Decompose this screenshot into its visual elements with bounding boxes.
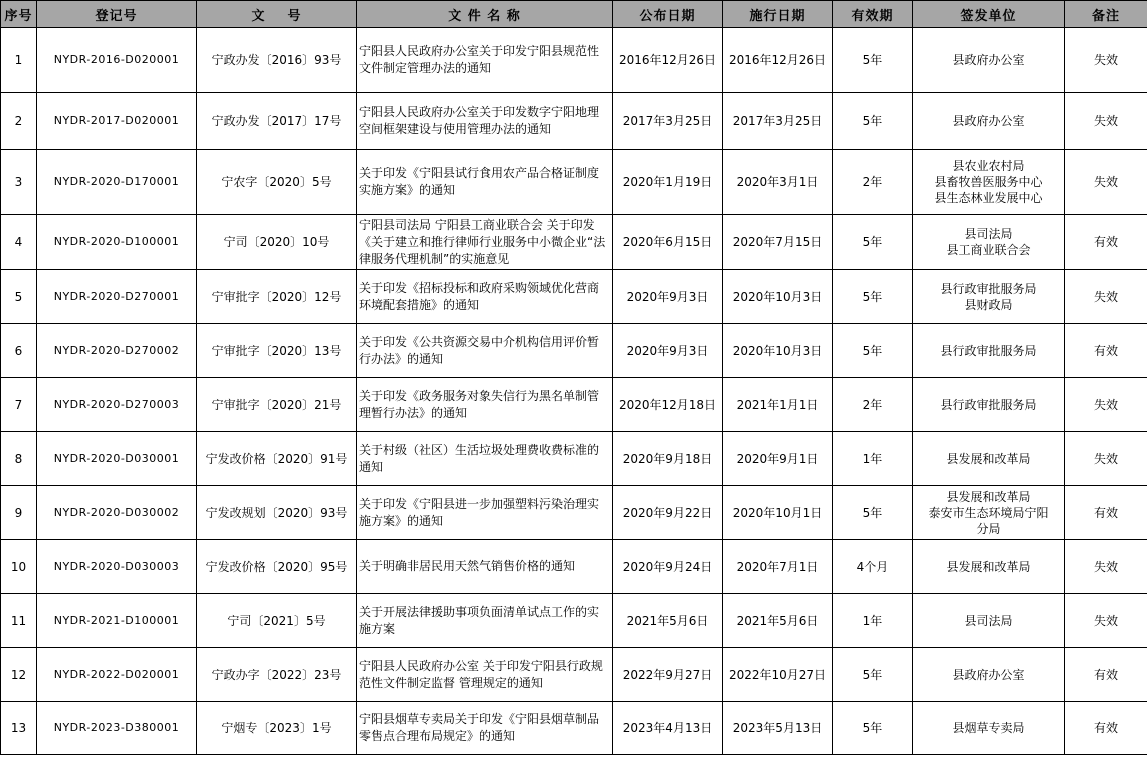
cell-eff: 2020年10月3日 — [723, 324, 833, 378]
cell-issuer — [913, 215, 1065, 270]
cell-seq: 6 — [1, 324, 37, 378]
cell-pub: 2020年9月18日 — [613, 432, 723, 486]
cell-pub: 2017年3月25日 — [613, 93, 723, 150]
header-seq: 序号 — [1, 1, 37, 28]
cell-note: 有效 — [1065, 648, 1147, 702]
issuer-line: 县行政审批服务局 — [940, 343, 1037, 358]
cell-pub: 2020年1月19日 — [613, 150, 723, 215]
cell-seq: 11 — [1, 594, 37, 648]
cell-docno: 宁司〔2020〕10号 — [197, 215, 357, 270]
issuer-line: 县行政审批服务局 — [940, 281, 1037, 296]
issuer-line: 县畜牧兽医服务中心 — [934, 175, 1043, 189]
cell-eff: 2021年1月1日 — [723, 378, 833, 432]
cell-reg: NYDR-2016-D020001 — [37, 28, 197, 93]
header-eff: 施行日期 — [723, 1, 833, 28]
table-row — [1, 324, 1147, 378]
cell-reg: NYDR-2020-D100001 — [37, 215, 197, 270]
cell-seq: 1 — [1, 28, 37, 93]
issuer-line: 县财政局 — [964, 297, 1013, 312]
cell-note: 失效 — [1065, 150, 1147, 215]
issuer-line: 县政府办公室 — [952, 53, 1025, 67]
cell-valid: 1年 — [833, 594, 913, 648]
cell-issuer — [913, 432, 1065, 486]
cell-seq: 5 — [1, 270, 37, 324]
cell-pub: 2020年9月3日 — [613, 270, 723, 324]
cell-reg: NYDR-2020-D270001 — [37, 270, 197, 324]
cell-title: 关于印发《宁阳县试行食用农产品合格证制度实施方案》的通知 — [357, 150, 613, 215]
cell-docno: 宁发改价格〔2020〕95号 — [197, 540, 357, 594]
cell-reg: NYDR-2020-D270002 — [37, 324, 197, 378]
cell-eff: 2020年7月1日 — [723, 540, 833, 594]
table-row — [1, 378, 1147, 432]
issuer-line: 县司法局 — [964, 613, 1013, 628]
cell-valid: 4个月 — [833, 540, 913, 594]
cell-eff: 2020年7月15日 — [723, 215, 833, 270]
table-row — [1, 594, 1147, 648]
header-valid: 有效期 — [833, 1, 913, 28]
cell-seq: 9 — [1, 486, 37, 540]
cell-valid: 2年 — [833, 150, 913, 215]
header-title: 文 件 名 称 — [357, 1, 613, 28]
cell-note: 有效 — [1065, 702, 1147, 755]
cell-title: 关于开展法律援助事项负面清单试点工作的实施方案 — [357, 594, 613, 648]
cell-valid: 5年 — [833, 270, 913, 324]
cell-valid: 1年 — [833, 432, 913, 486]
cell-seq: 8 — [1, 432, 37, 486]
cell-valid: 5年 — [833, 93, 913, 150]
cell-eff: 2020年10月3日 — [723, 270, 833, 324]
cell-title: 宁阳县烟草专卖局关于印发《宁阳县烟草制品零售点合理布局规定》的通知 — [357, 702, 613, 755]
cell-note: 有效 — [1065, 215, 1147, 270]
table-body — [1, 28, 1147, 755]
table-row — [1, 648, 1147, 702]
cell-seq: 13 — [1, 702, 37, 755]
cell-issuer — [913, 28, 1065, 93]
issuer-line: 县政府办公室 — [952, 667, 1025, 682]
cell-title: 宁阳县人民政府办公室 关于印发宁阳县行政规范性文件制定监督 管理规定的通知 — [357, 648, 613, 702]
cell-seq: 3 — [1, 150, 37, 215]
cell-issuer — [913, 378, 1065, 432]
cell-issuer — [913, 150, 1065, 215]
cell-title: 关于印发《招标投标和政府采购领域优化营商环境配套措施》的通知 — [357, 270, 613, 324]
cell-note: 有效 — [1065, 324, 1147, 378]
cell-docno: 宁发改规划〔2020〕93号 — [197, 486, 357, 540]
table-row — [1, 93, 1147, 150]
cell-note: 失效 — [1065, 540, 1147, 594]
cell-eff: 2020年9月1日 — [723, 432, 833, 486]
table-row — [1, 28, 1147, 93]
header-reg: 登记号 — [37, 1, 197, 28]
issuer-line: 县发展和改革局 — [946, 489, 1031, 504]
issuer-line: 县农业农村局 — [952, 159, 1025, 173]
cell-title: 关于明确非居民用天然气销售价格的通知 — [357, 540, 613, 594]
cell-eff: 2021年5月6日 — [723, 594, 833, 648]
cell-pub: 2016年12月26日 — [613, 28, 723, 93]
cell-note: 失效 — [1065, 378, 1147, 432]
cell-valid: 5年 — [833, 702, 913, 755]
cell-reg: NYDR-2020-D170001 — [37, 150, 197, 215]
cell-title: 关于印发《政务服务对象失信行为黑名单制管理暂行办法》的通知 — [357, 378, 613, 432]
header-row — [1, 1, 1147, 28]
cell-eff: 2023年5月13日 — [723, 702, 833, 755]
table-row — [1, 150, 1147, 215]
cell-docno: 宁烟专〔2023〕1号 — [197, 702, 357, 755]
cell-issuer — [913, 702, 1065, 755]
cell-issuer — [913, 540, 1065, 594]
table-row — [1, 540, 1147, 594]
cell-issuer — [913, 93, 1065, 150]
header-pub: 公布日期 — [613, 1, 723, 28]
cell-reg: NYDR-2020-D030001 — [37, 432, 197, 486]
cell-docno: 宁审批字〔2020〕21号 — [197, 378, 357, 432]
cell-eff: 2017年3月25日 — [723, 93, 833, 150]
issuer-line: 县烟草专卖局 — [952, 721, 1025, 735]
cell-issuer — [913, 270, 1065, 324]
cell-issuer — [913, 594, 1065, 648]
cell-reg: NYDR-2021-D100001 — [37, 594, 197, 648]
header-docno: 文 号 — [197, 1, 357, 28]
cell-reg: NYDR-2020-D030002 — [37, 486, 197, 540]
cell-pub: 2020年12月18日 — [613, 378, 723, 432]
table-row — [1, 486, 1147, 540]
cell-note: 失效 — [1065, 28, 1147, 93]
cell-title: 关于印发《公共资源交易中介机构信用评价暂行办法》的通知 — [357, 324, 613, 378]
issuer-line: 县工商业联合会 — [946, 243, 1031, 257]
cell-pub: 2020年9月24日 — [613, 540, 723, 594]
cell-valid: 2年 — [833, 378, 913, 432]
issuer-line: 县政府办公室 — [952, 114, 1025, 128]
table-row — [1, 270, 1147, 324]
cell-docno: 宁审批字〔2020〕12号 — [197, 270, 357, 324]
cell-reg: NYDR-2022-D020001 — [37, 648, 197, 702]
issuer-line: 县司法局 — [964, 227, 1013, 241]
cell-pub: 2021年5月6日 — [613, 594, 723, 648]
header-issuer: 签发单位 — [913, 1, 1065, 28]
header-note: 备注 — [1065, 1, 1147, 28]
cell-reg: NYDR-2020-D030003 — [37, 540, 197, 594]
cell-valid: 5年 — [833, 648, 913, 702]
cell-title: 关于印发《宁阳县进一步加强塑料污染治理实施方案》的通知 — [357, 486, 613, 540]
cell-pub: 2022年9月27日 — [613, 648, 723, 702]
cell-seq: 7 — [1, 378, 37, 432]
cell-eff: 2020年3月1日 — [723, 150, 833, 215]
cell-valid: 5年 — [833, 215, 913, 270]
cell-note: 失效 — [1065, 93, 1147, 150]
cell-docno: 宁政办发〔2017〕17号 — [197, 93, 357, 150]
issuer-line: 县发展和改革局 — [946, 451, 1031, 466]
cell-valid: 5年 — [833, 486, 913, 540]
table-row — [1, 432, 1147, 486]
cell-title: 关于村级（社区）生活垃圾处理费收费标准的通知 — [357, 432, 613, 486]
cell-issuer — [913, 486, 1065, 540]
cell-note: 失效 — [1065, 594, 1147, 648]
cell-seq: 4 — [1, 215, 37, 270]
table-row — [1, 215, 1147, 270]
cell-seq: 2 — [1, 93, 37, 150]
cell-note: 有效 — [1065, 486, 1147, 540]
cell-valid: 5年 — [833, 28, 913, 93]
cell-title: 宁阳县司法局 宁阳县工商业联合会 关于印发《关于建立和推行律师行业服务中小微企业“法律服务代理机制”的实施意见 — [357, 215, 613, 270]
cell-title: 宁阳县人民政府办公室关于印发宁阳县规范性文件制定管理办法的通知 — [357, 28, 613, 93]
cell-docno: 宁政办发〔2016〕93号 — [197, 28, 357, 93]
cell-pub: 2020年6月15日 — [613, 215, 723, 270]
cell-title: 宁阳县人民政府办公室关于印发数字宁阳地理空间框架建设与使用管理办法的通知 — [357, 93, 613, 150]
table-row — [1, 702, 1147, 755]
cell-issuer — [913, 324, 1065, 378]
cell-pub: 2023年4月13日 — [613, 702, 723, 755]
cell-reg: NYDR-2023-D380001 — [37, 702, 197, 755]
cell-reg: NYDR-2020-D270003 — [37, 378, 197, 432]
issuer-line: 县发展和改革局 — [946, 559, 1031, 574]
cell-note: 失效 — [1065, 270, 1147, 324]
cell-docno: 宁农字〔2020〕5号 — [197, 150, 357, 215]
cell-docno: 宁审批字〔2020〕13号 — [197, 324, 357, 378]
cell-pub: 2020年9月22日 — [613, 486, 723, 540]
cell-pub: 2020年9月3日 — [613, 324, 723, 378]
issuer-line: 县行政审批服务局 — [940, 397, 1037, 412]
cell-seq: 12 — [1, 648, 37, 702]
cell-issuer — [913, 648, 1065, 702]
cell-docno: 宁司〔2021〕5号 — [197, 594, 357, 648]
cell-seq: 10 — [1, 540, 37, 594]
cell-reg: NYDR-2017-D020001 — [37, 93, 197, 150]
cell-eff: 2016年12月26日 — [723, 28, 833, 93]
issuer-line: 泰安市生态环境局宁阳 — [928, 505, 1049, 520]
cell-valid: 5年 — [833, 324, 913, 378]
cell-eff: 2020年10月1日 — [723, 486, 833, 540]
cell-note: 失效 — [1065, 432, 1147, 486]
cell-docno: 宁发改价格〔2020〕91号 — [197, 432, 357, 486]
cell-eff: 2022年10月27日 — [723, 648, 833, 702]
issuer-line: 分局 — [976, 521, 1001, 536]
issuer-line: 县生态林业发展中心 — [934, 191, 1043, 205]
cell-docno: 宁政办字〔2022〕23号 — [197, 648, 357, 702]
